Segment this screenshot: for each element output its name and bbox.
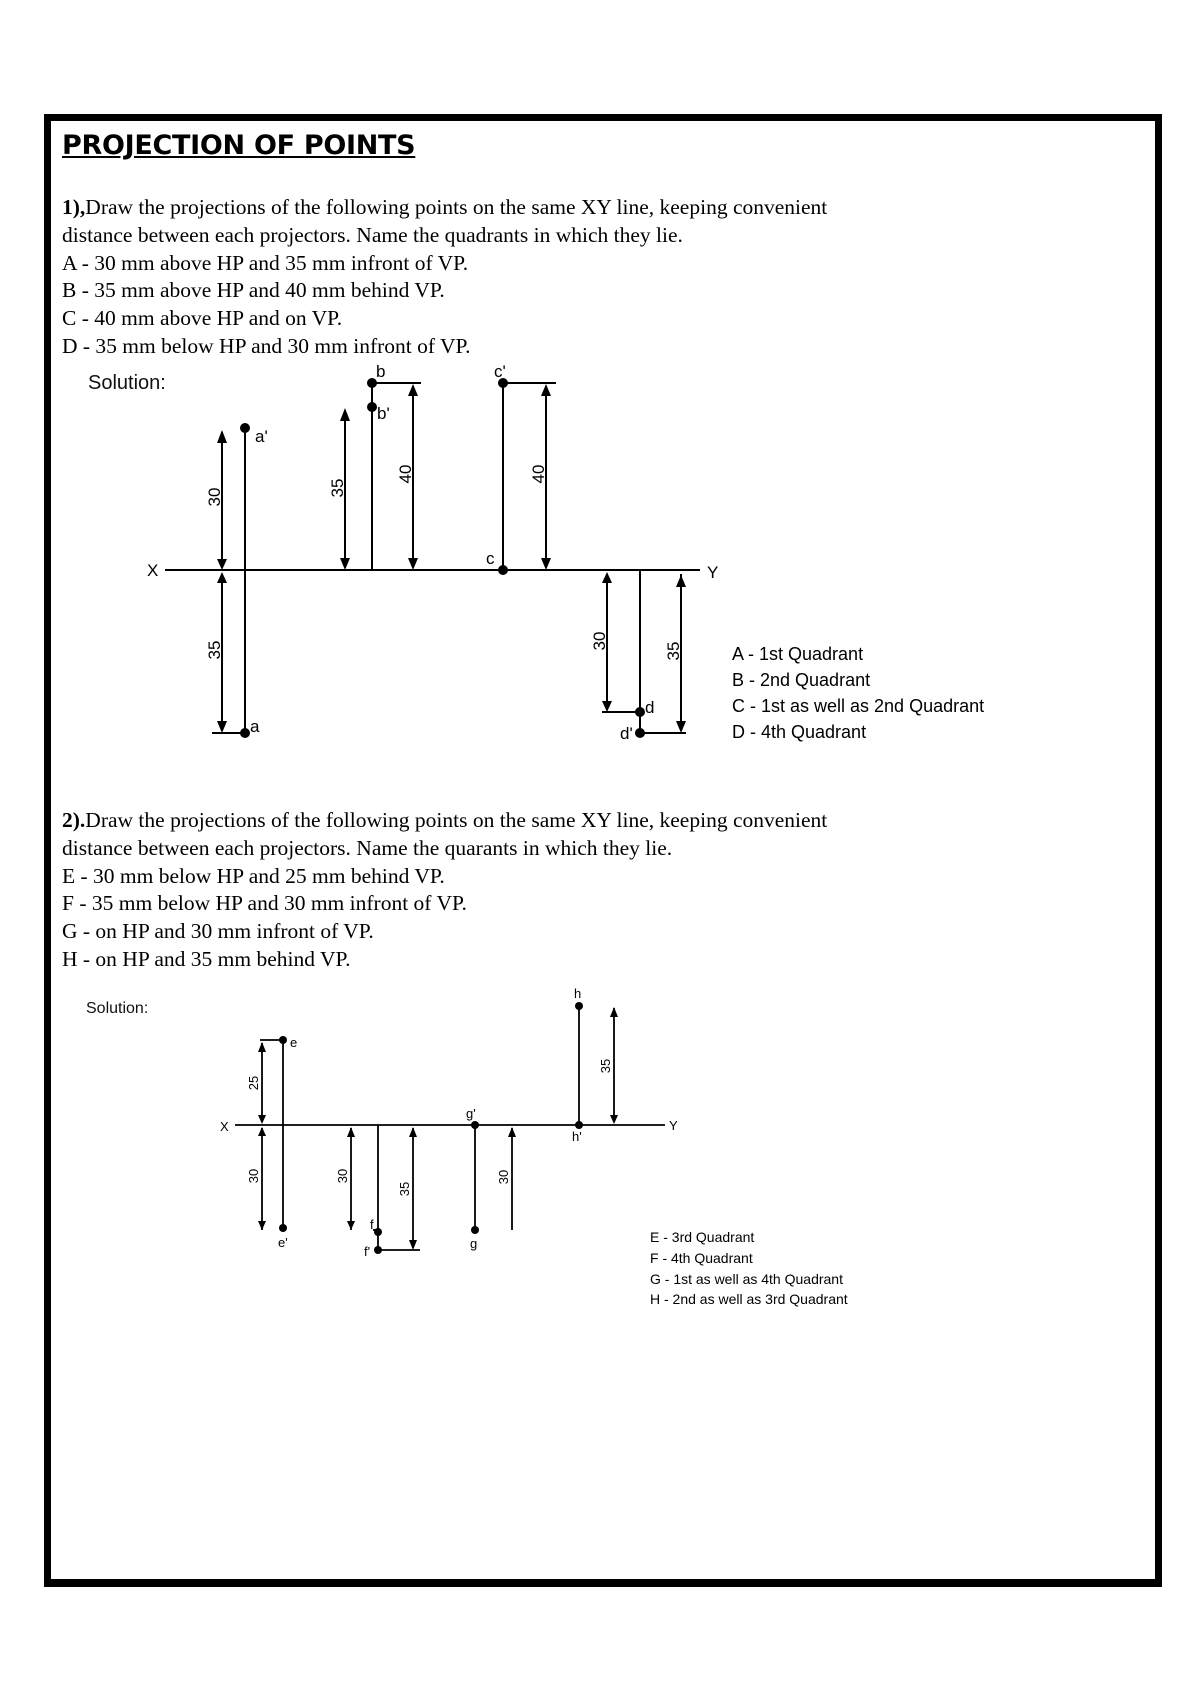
answer-e: E - 3rd Quadrant bbox=[650, 1229, 755, 1245]
question-2-line-1: 2).Draw the projections of the following points on the same XY line, keeping convenient bbox=[62, 808, 828, 832]
point-g-statement: G - on HP and 30 mm infront of VP. bbox=[62, 919, 374, 944]
label-c: c bbox=[486, 549, 495, 568]
label-d-prime: d' bbox=[620, 724, 633, 743]
answer-f: F - 4th Quadrant bbox=[650, 1250, 753, 1266]
dim-text-b-40: 40 bbox=[396, 464, 415, 484]
question-2-number: 2). bbox=[62, 808, 86, 832]
dim-text-f-30: 30 bbox=[335, 1168, 350, 1184]
point-h-prime bbox=[575, 1121, 583, 1129]
dim-text-g-30: 30 bbox=[496, 1169, 511, 1185]
point-g-prime bbox=[471, 1121, 479, 1129]
question-1-number: 1), bbox=[62, 195, 86, 219]
label-d: d bbox=[645, 698, 655, 717]
point-h bbox=[575, 1002, 583, 1010]
dim-text-e-25: 25 bbox=[246, 1075, 261, 1091]
y-label-1: Y bbox=[707, 563, 719, 582]
label-f: f bbox=[370, 1217, 374, 1232]
point-f-statement: F - 35 mm below HP and 30 mm infront of VP. bbox=[62, 891, 467, 916]
dim-text-d-30: 30 bbox=[590, 631, 609, 651]
label-a-prime: a' bbox=[255, 427, 268, 446]
page-title: PROJECTION OF POINTS bbox=[62, 130, 416, 161]
y-label-2: Y bbox=[669, 1118, 678, 1133]
solution-2-label: Solution: bbox=[86, 1000, 149, 1017]
point-b-statement: B - 35 mm above HP and 40 mm behind VP. bbox=[62, 278, 445, 303]
label-e: e bbox=[290, 1035, 298, 1050]
dim-text-c-40: 40 bbox=[529, 464, 548, 484]
dim-text-a-30: 30 bbox=[205, 487, 224, 507]
point-g bbox=[471, 1226, 479, 1234]
label-g: g bbox=[470, 1236, 478, 1251]
point-f-prime bbox=[374, 1246, 382, 1254]
label-f-prime: f' bbox=[364, 1244, 371, 1259]
answer-g: G - 1st as well as 4th Quadrant bbox=[650, 1271, 843, 1287]
dim-text-b-35: 35 bbox=[328, 478, 347, 498]
point-h-statement: H - on HP and 35 mm behind VP. bbox=[62, 946, 351, 971]
label-b-prime: b' bbox=[377, 404, 390, 423]
label-h: h bbox=[574, 986, 582, 1001]
dim-text-f-35: 35 bbox=[397, 1181, 412, 1197]
question-2-line-2: distance between each projectors. Name the quarants in which they lie. bbox=[62, 835, 673, 860]
answer-c: C - 1st as well as 2nd Quadrant bbox=[732, 696, 985, 716]
dim-text-d-35: 35 bbox=[664, 641, 683, 661]
label-c-prime: c' bbox=[494, 362, 506, 381]
x-label-2: X bbox=[220, 1119, 229, 1134]
point-a-statement: A - 30 mm above HP and 35 mm infront of VP. bbox=[62, 250, 469, 275]
label-a: a bbox=[250, 717, 260, 736]
label-e-prime: e' bbox=[278, 1235, 288, 1250]
answer-h: H - 2nd as well as 3rd Quadrant bbox=[650, 1291, 848, 1307]
answer-a: A - 1st Quadrant bbox=[732, 644, 864, 664]
label-b: b bbox=[376, 362, 386, 381]
question-1-line-2: distance between each projectors. Name the quadrants in which they lie. bbox=[62, 222, 683, 247]
point-d-statement: D - 35 mm below HP and 30 mm infront of VP. bbox=[62, 333, 471, 358]
point-c-statement: C - 40 mm above HP and on VP. bbox=[62, 306, 343, 331]
point-e-statement: E - 30 mm below HP and 25 mm behind VP. bbox=[62, 863, 445, 888]
label-h-prime: h' bbox=[572, 1129, 582, 1144]
question-1-line-1: 1),Draw the projections of the following points on the same XY line, keeping convenient bbox=[62, 195, 828, 219]
x-label-1: X bbox=[147, 561, 159, 580]
dim-text-e-30: 30 bbox=[246, 1168, 261, 1184]
point-e bbox=[279, 1036, 287, 1044]
answer-d: D - 4th Quadrant bbox=[732, 722, 867, 742]
point-e-prime bbox=[279, 1224, 287, 1232]
answer-b: B - 2nd Quadrant bbox=[732, 670, 871, 690]
dim-text-h-35: 35 bbox=[598, 1058, 613, 1074]
point-f bbox=[374, 1228, 382, 1236]
dim-text-a-35: 35 bbox=[205, 640, 224, 660]
label-g-prime: g' bbox=[466, 1106, 476, 1121]
solution-1-label: Solution: bbox=[88, 372, 166, 394]
